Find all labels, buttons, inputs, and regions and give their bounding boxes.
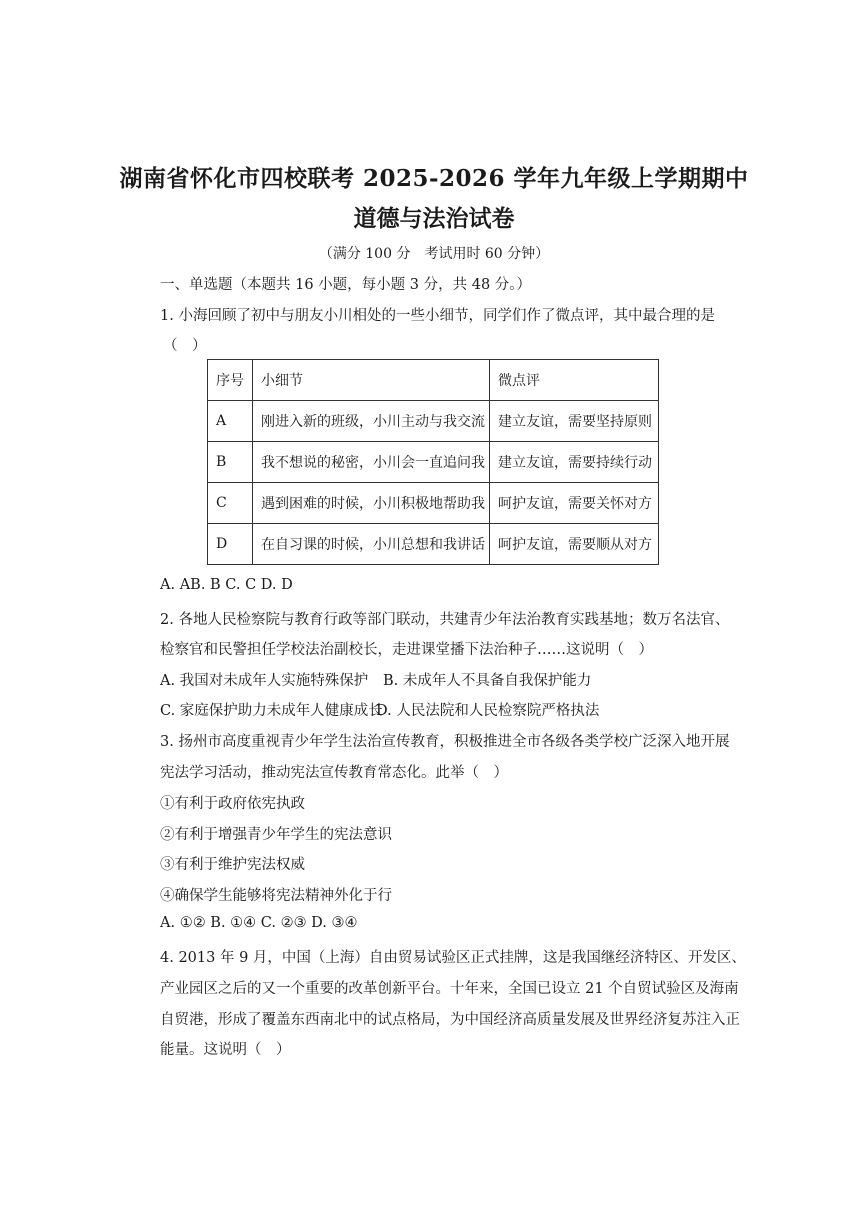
q2-option-a: A. 我国对未成年人实施特殊保护	[160, 673, 369, 689]
table-cell: C	[208, 483, 253, 524]
q1-answer-blank: （ ）	[163, 338, 207, 354]
q4-stem-cont: 自贸港，形成了覆盖东西南北中的试点格局，为中国经济高质量发展及世界经济复苏注入正	[160, 1012, 740, 1028]
q2-stem-cont: 检察官和民警担任学校法治副校长，走进课堂播下法治种子……这说明（ ）	[160, 642, 653, 658]
q3-item: ②有利于增强青少年学生的宪法意识	[160, 827, 392, 843]
q2-option-b: B. 未成年人不具备自我保护能力	[383, 673, 592, 689]
table-row	[208, 524, 659, 565]
exam-info: （满分 100 分 考试用时 60 分钟）	[318, 246, 550, 262]
table-cell: 我不想说的秘密，小川会一直追问我	[253, 442, 490, 483]
q4-stem: 4. 2013 年 9 月，中国（上海）自由贸易试验区正式挂牌，这是我国继经济特区、开发区、	[160, 950, 746, 966]
q2-option-c: C. 家庭保护助力未成年人健康成长	[160, 703, 383, 719]
table-cell: 建立友谊，需要坚持原则	[490, 401, 659, 442]
exam-subject-title: 道德与法治试卷	[353, 205, 515, 232]
header-cell: 序号	[208, 360, 253, 401]
table-cell: A	[208, 401, 253, 442]
table-cell: B	[208, 442, 253, 483]
q3-item: ③有利于维护宪法权威	[160, 857, 305, 873]
q1-options: A. AB. B C. C D. D	[160, 577, 293, 593]
header-cell: 小细节	[253, 360, 490, 401]
table-cell: D	[208, 524, 253, 565]
q3-item: ④确保学生能够将宪法精神外化于行	[160, 888, 392, 904]
table-row	[208, 401, 659, 442]
table-cell: 在自习课的时候，小川总想和我讲话	[253, 524, 490, 565]
table-cell: 呵护友谊，需要关怀对方	[490, 483, 659, 524]
table-header-row	[208, 360, 659, 401]
q3-stem: 3. 扬州市高度重视青少年学生法治宣传教育，积极推进全市各级各类学校广泛深入地开展	[160, 734, 730, 750]
q4-stem-cont: 能量。这说明（ ）	[160, 1042, 291, 1058]
header-cell: 微点评	[490, 360, 659, 401]
section-heading: 一、单选题（本题共 16 小题，每小题 3 分，共 48 分。）	[160, 277, 532, 293]
q1-stem: 1. 小海回顾了初中与朋友小川相处的一些小细节，同学们作了微点评，其中最合理的是	[160, 308, 715, 324]
q3-options: A. ①② B. ①④ C. ②③ D. ③④	[160, 915, 358, 931]
q3-stem-cont: 宪法学习活动，推动宪法宣传教育常态化。此举（ ）	[160, 765, 508, 781]
table-cell: 呵护友谊，需要顺从对方	[490, 524, 659, 565]
table-cell: 刚进入新的班级，小川主动与我交流	[253, 401, 490, 442]
q2-stem: 2. 各地人民检察院与教育行政等部门联动，共建青少年法治教育实践基地；数万名法官、	[160, 612, 730, 628]
q4-stem-cont: 产业园区之后的又一个重要的改革创新平台。十年来，全国已设立 21 个自贸试验区及海南	[160, 981, 739, 997]
table-cell: 遇到困难的时候，小川积极地帮助我	[253, 483, 490, 524]
q3-item: ①有利于政府依宪执政	[160, 796, 305, 812]
q2-option-d: D. 人民法院和人民检察院严格执法	[376, 703, 600, 719]
table-row	[208, 483, 659, 524]
table-cell: 建立友谊，需要持续行动	[490, 442, 659, 483]
q1-table	[207, 359, 659, 565]
exam-title: 湖南省怀化市四校联考 2025-2026 学年九年级上学期期中	[119, 165, 749, 192]
table-row	[208, 442, 659, 483]
